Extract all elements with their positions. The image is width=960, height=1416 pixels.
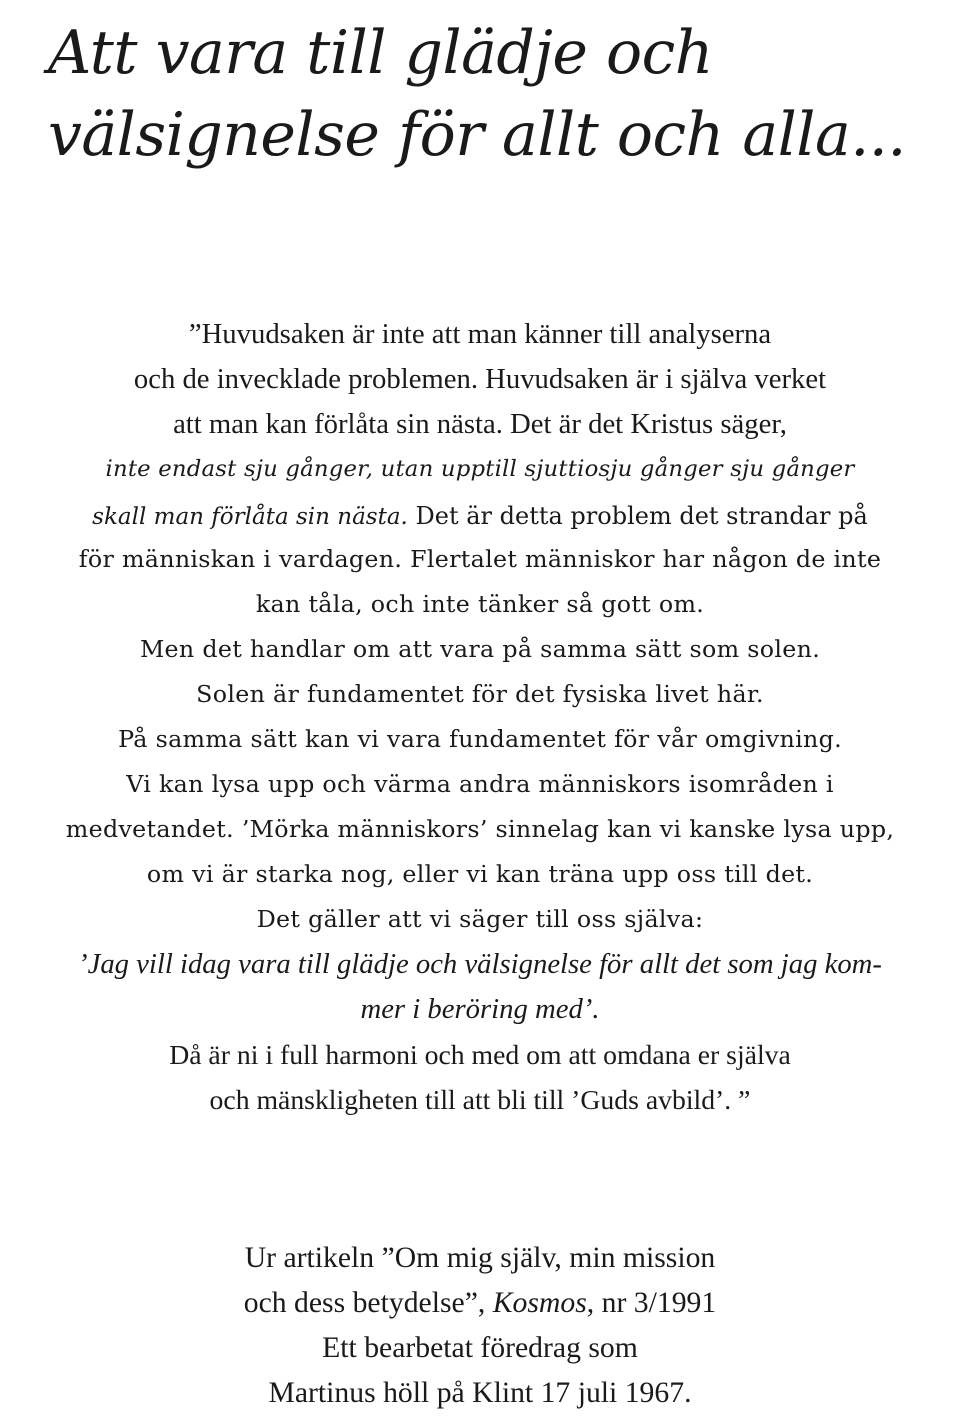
quote-line-17: Då är ni i full harmoni och med om att omdana er själva (169, 1039, 791, 1070)
quote-line-15: ’Jag vill idag vara till glädje och välsignelse för allt det som jag kom- (78, 948, 882, 980)
quote-line-1: ”Huvudsaken är inte att man känner till analyserna (188, 318, 772, 350)
quote-line-12: medvetandet. ’Mörka människors’ sinnelag kan vi kanske lysa upp, (65, 815, 895, 843)
quote-line-10: På samma sätt kan vi vara fundamentet för vår omgivning. (118, 725, 842, 753)
quote-line-16: mer i beröring med’. (360, 993, 600, 1025)
source-line-2-post: , nr 3/1991 (586, 1287, 717, 1319)
title-line-1: Att vara till glädje och (48, 18, 713, 88)
quote-block (0, 312, 960, 1122)
quote-line-2: och de invecklade problemen. Huvudsaken är i själva verket (133, 363, 827, 395)
quote-line-18: och mänskligheten till att bli till ’Guds avbild’. ” (209, 1084, 751, 1115)
quote-line-8: Men det handlar om att vara på samma sätt som solen. (139, 635, 821, 663)
quote-line-5-italic: skall man förlåta sin nästa. (92, 504, 408, 530)
source-line-1: Ur artikeln ”Om mig själv, min mission (244, 1242, 716, 1274)
source-line-4: Martinus höll på Klint 17 juli 1967. (268, 1377, 692, 1409)
quote-line-5 (0, 492, 960, 537)
source-line-2 (0, 1281, 960, 1326)
quote-line-7: kan tåla, och inte tänker så gott om. (255, 590, 705, 618)
page-title (48, 12, 948, 176)
source-publication-title: Kosmos (492, 1287, 587, 1319)
title-line-2: välsignelse för allt och alla... (48, 100, 906, 170)
quote-line-11: Vi kan lysa upp och värma andra människors isområden i (126, 770, 834, 798)
quote-line-3: att man kan förlåta sin nästa. Det är det Kristus säger, (173, 408, 787, 440)
source-line-3: Ett bearbetat föredrag som (322, 1332, 638, 1364)
quote-line-9: Solen är fundamentet för det fysiska livet här. (196, 680, 764, 708)
source-citation (0, 1236, 960, 1416)
quote-line-5-rest: Det är detta problem det strandar på (407, 502, 868, 530)
quote-line-13: om vi är starka nog, eller vi kan träna upp oss till det. (146, 860, 814, 888)
source-line-2-pre: och dess betydelse”, (243, 1287, 493, 1319)
quote-line-6: för människan i vardagen. Flertalet människor har någon de inte (78, 545, 882, 573)
quote-line-14: Det gäller att vi säger till oss själva: (256, 905, 704, 933)
quote-line-4: inte endast sju gånger, utan upptill sjuttiosju gånger sju gånger (105, 456, 855, 482)
